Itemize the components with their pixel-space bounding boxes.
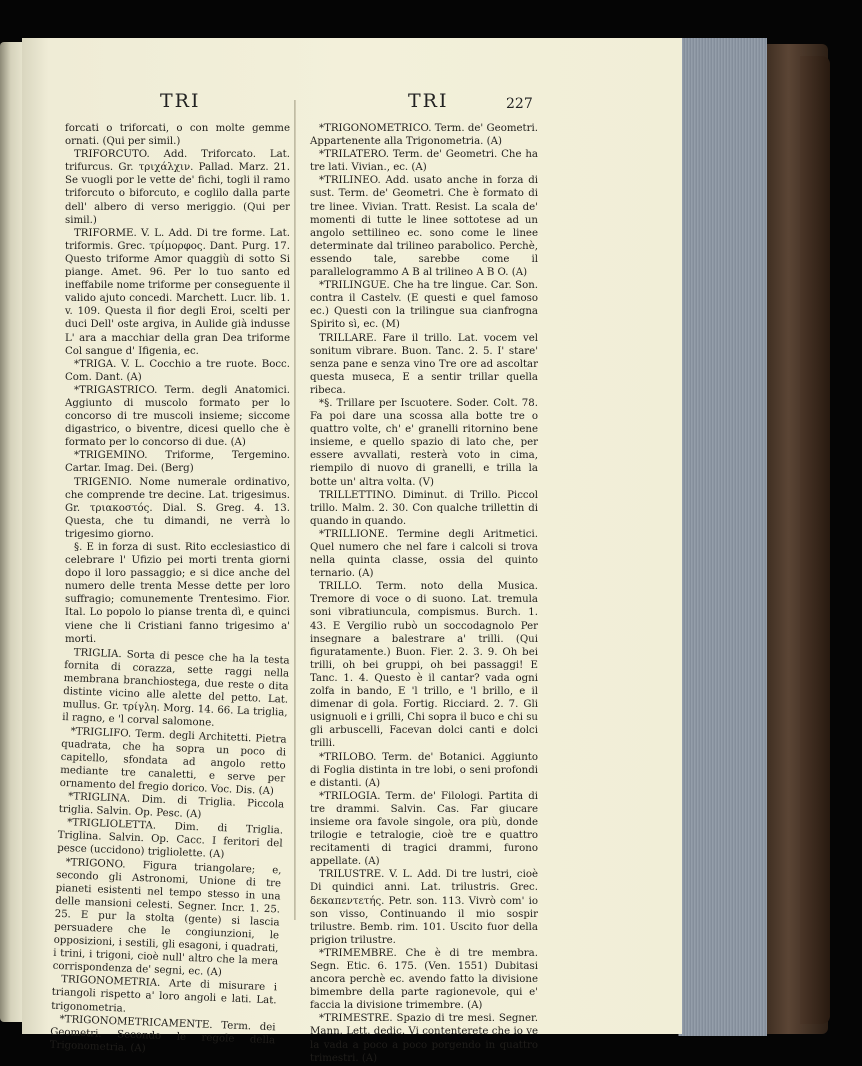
column-divider: [294, 100, 296, 920]
dictionary-entry: *TRIGONO. Figura triangolare; e, secondo gli Astronomi, Unione di tre pianeti esistenti nel tempo stesso in una delle mansioni celesti. Segner. Incr. 1. 25. 25. E pur la stolta (gente) si lascia persuadere che le congiunzioni, le opposizioni, i sestili, gli esagoni, i quadrati, i trini, i trigoni, cioè null' altro che la mera corrispondenza de' segni, ec. (A): [52, 856, 282, 979]
curved-text-block: [49, 646, 289, 1060]
dictionary-entry: *TRIGLIOLETTA. Dim. di Triglia. Triglina. Salvin. Op. Cacc. I feritori del pesce (uccidono) trigliolette. (A): [56, 817, 284, 861]
dictionary-entry: TRIGLIA. Sorta di pesce che ha la testa fornita di corazza, sette raggi nella membrana branchiostega, due reste o dita distinte vicino alle alette del petto. Lat. mullus. Gr. τρίγλη. Morg. 14. 66. La triglia, il ragno, e 'l corval salomone.: [62, 647, 290, 730]
dictionary-entry: *§. Trillare per Iscuotere. Soder. Colt. 78. Fa poi dare una scossa alla botte tre o quattro volte, ch' e' granelli ritornino bene insieme, e quello spazio di lato che, per essere avvallati, resterà voto in cima, riempilo di nuovo di granelli, e trilla la botte un' altra volta. (V): [310, 397, 538, 488]
right-column: [310, 122, 538, 1065]
page-block-edge: [678, 38, 767, 1036]
dictionary-entry: *TRIGLINA. Dim. di Triglia. Piccola triglia. Salvin. Op. Pesc. (A): [58, 791, 285, 821]
dictionary-entry: *TRILOGIA. Term. de' Filologi. Partita di tre drammi. Salvin. Cas. Far giucare insieme ora favole singole, ora più, donde trilogie e tetralogie, cioè tre e quattro recitamenti di tragici drammi, furono appellate. (A): [310, 790, 538, 868]
dictionary-entry: *TRILINEO. Add. usato anche in forza di sust. Term. de' Geometri. Che è formato di tre linee. Vivian. Tratt. Resist. La scala de' momenti di tutte le linee sottotese ad un angolo settilineo ec. sono come le linee determinate dal trilineo parabolico. Perchè, essendo tale, sarebbe come il parallelogrammo A B al trilineo A B O. (A): [310, 175, 538, 279]
dictionary-entry: TRIFORCUTO. Add. Triforcato. Lat. trifurcus. Gr. τριχάλχιν. Pallad. Marz. 21. Se vuogli por le vette de' fichi, togli il ramo triforcuto o biforcuto, e coglilo dalla parte dell' albero di verso meriggio. (Qui per simil.): [65, 149, 290, 226]
dictionary-entry: TRILLETTINO. Diminut. di Trillo. Piccol trillo. Malm. 2. 30. Con qualche trillettin di quando in quando.: [310, 489, 538, 527]
left-column: [49, 122, 290, 1054]
dictionary-entry: *TRILINGUE. Che ha tre lingue. Car. Son. contra il Castelv. (E questi e quel famoso ec.) Questi con la trilingue sua cianfrogna Spirito sì, ec. (M): [310, 280, 538, 331]
dictionary-entry: TRIGENIO. Nome numerale ordinativo, che comprende tre decine. Lat. trigesimus. Gr. τριακοστός. Dial. S. Greg. 4. 13. Questa, che tu dimandi, ne verrà lo trigesimo giorno.: [65, 476, 290, 540]
running-header-left: TRI: [160, 90, 201, 112]
dictionary-entry: *TRIMESTRE. Spazio di tre mesi. Segner. Mann. Lett. dedic. Vi contenterete che io ve la vada a poco a poco porgendo in quattro trimestri. (A): [310, 1013, 538, 1064]
facing-page-edge: [0, 42, 24, 1022]
dictionary-entry: TRIFORME. V. L. Add. Di tre forme. Lat. triformis. Grec. τρίμορφος. Dant. Purg. 17. Questo triforme Amor quaggiù di sotto Si piange. Amet. 96. Per lo tuo santo ed ineffabile nome triforme per conseguente il valido ajuto concedi. Marchett. Lucr. lib. 1. v. 109. Questa il fior degli Eroi, scelti per duci Dell' oste argiva, in Aulide già indusse L' ara a macchiar della gran Dea triforme Col sangue d' Ifigenia, ec.: [65, 227, 290, 357]
dictionary-entry: *TRIMEMBRE. Che è di tre membra. Segn. Etic. 6. 175. (Ven. 1551) Dubitasi ancora perchè ec. avendo fatto la divisione bimembre della parte ragionevole, qui e' faccia la divisione trimembre. (A): [310, 947, 538, 1012]
dictionary-entry: *TRIGONOMETRICAMENTE. Term. dei Geometri. Secondo le regole della Trigonometria. (A): [49, 1013, 276, 1054]
dictionary-entry: *TRILLIONE. Termine degli Aritmetici. Quel numero che nel fare i calcoli si trova nella quinta classe, ossia del quinto ternario. (A): [310, 528, 538, 580]
dictionary-entry: *TRIGEMINO. Triforme, Tergemino. Cartar. Imag. Dei. (Berg): [65, 450, 290, 475]
dictionary-entry: *TRILATERO. Term. de' Geometri. Che ha tre lati. Vivian., ec. (A): [310, 149, 538, 174]
dictionary-entry: *TRIGONOMETRICO. Term. de' Geometri. Appartenente alla Trigonometria. (A): [310, 123, 538, 148]
dictionary-entry: forcati o triforcati, o con molte gemme ornati. (Qui per simil.): [65, 123, 290, 148]
dictionary-entry: *TRIGA. V. L. Cocchio a tre ruote. Bocc. Com. Dant. (A): [65, 358, 290, 383]
dictionary-entry: §. E in forza di sust. Rito ecclesiastico di celebrare l' Ufizio pei morti trenta giorni dopo il loro passaggio; e si dice anche del numero delle trenta Messe dette per loro suffragio; comunemente Trentesimo. Fior. Ital. Lo popolo lo pianse trenta dì, e quinci viene che li Cristiani fanno trigesimo a' morti.: [65, 542, 290, 645]
dictionary-entry: TRILUSTRE. V. L. Add. Di tre lustri, cioè Di quindici anni. Lat. trilustris. Grec. δεκαπεντετής. Petr. son. 113. Vivrò com' io son visso, Continuando il mio sospir trilustre. Bemb. rim. 101. Uscito fuor della prigion trilustre.: [310, 869, 538, 946]
book-cover-spine: [800, 56, 830, 1024]
page-number: 227: [506, 96, 533, 112]
dictionary-entry: TRILLO. Term. noto della Musica. Tremore di voce o di suono. Lat. tremula soni vibratiuncula, compismus. Burch. 1. 43. E Vergilio rubò un soccodagnolo Per insegnare a balestrare a' trilli. (Qui figuratamente.) Buon. Fier. 2. 3. 9. Oh bei trilli, oh bei gruppi, oh bei passaggi! E Tanc. 1. 4. Questo è il cantar? vada ogni zolfa in bando, E 'l trillo, e 'l brillo, e il dimenar di gola. Fortig. Ricciard. 2. 7. Gli usignuoli e i grilli, Chi sopra il bucо e chi su gli arbuscelli, Facevan dolci canti e dolci trilli.: [310, 581, 538, 750]
running-header-right: TRI: [408, 90, 449, 112]
dictionary-entry: *TRIGASTRICO. Term. degli Anatomici. Aggiunto di muscolo formato per lo concorso di tre muscoli insieme; siccome digastrico, o biventre, dicesi quello che è formato per lo concorso di due. (A): [65, 384, 290, 449]
dictionary-entry: TRILLARE. Fare il trillo. Lat. vocem vel sonitum vibrare. Buon. Tanc. 2. 5. I' stare' senza pane e senza vino Tre ore ad ascoltar questa museca, E a sentir trillar quella ribeca.: [310, 332, 538, 396]
dictionary-entry: *TRILOBO. Term. de' Botanici. Aggiunto di Foglia distinta in tre lobi, o seni profondi e distanti. (A): [310, 751, 538, 789]
dictionary-entry: TRIGONOMETRIA. Arte di misurare i triangoli rispetto a' loro angoli e lati. Lat. trigonometria.: [50, 974, 278, 1014]
dictionary-entry: *TRIGLIFO. Term. degli Architetti. Pietra quadrata, che ha sopra un poco di capitello, sfondata ad angolo retto mediante tre canaletti, e serve per ornamento del fregio dorico. Voc. Dis. (A): [59, 725, 287, 797]
